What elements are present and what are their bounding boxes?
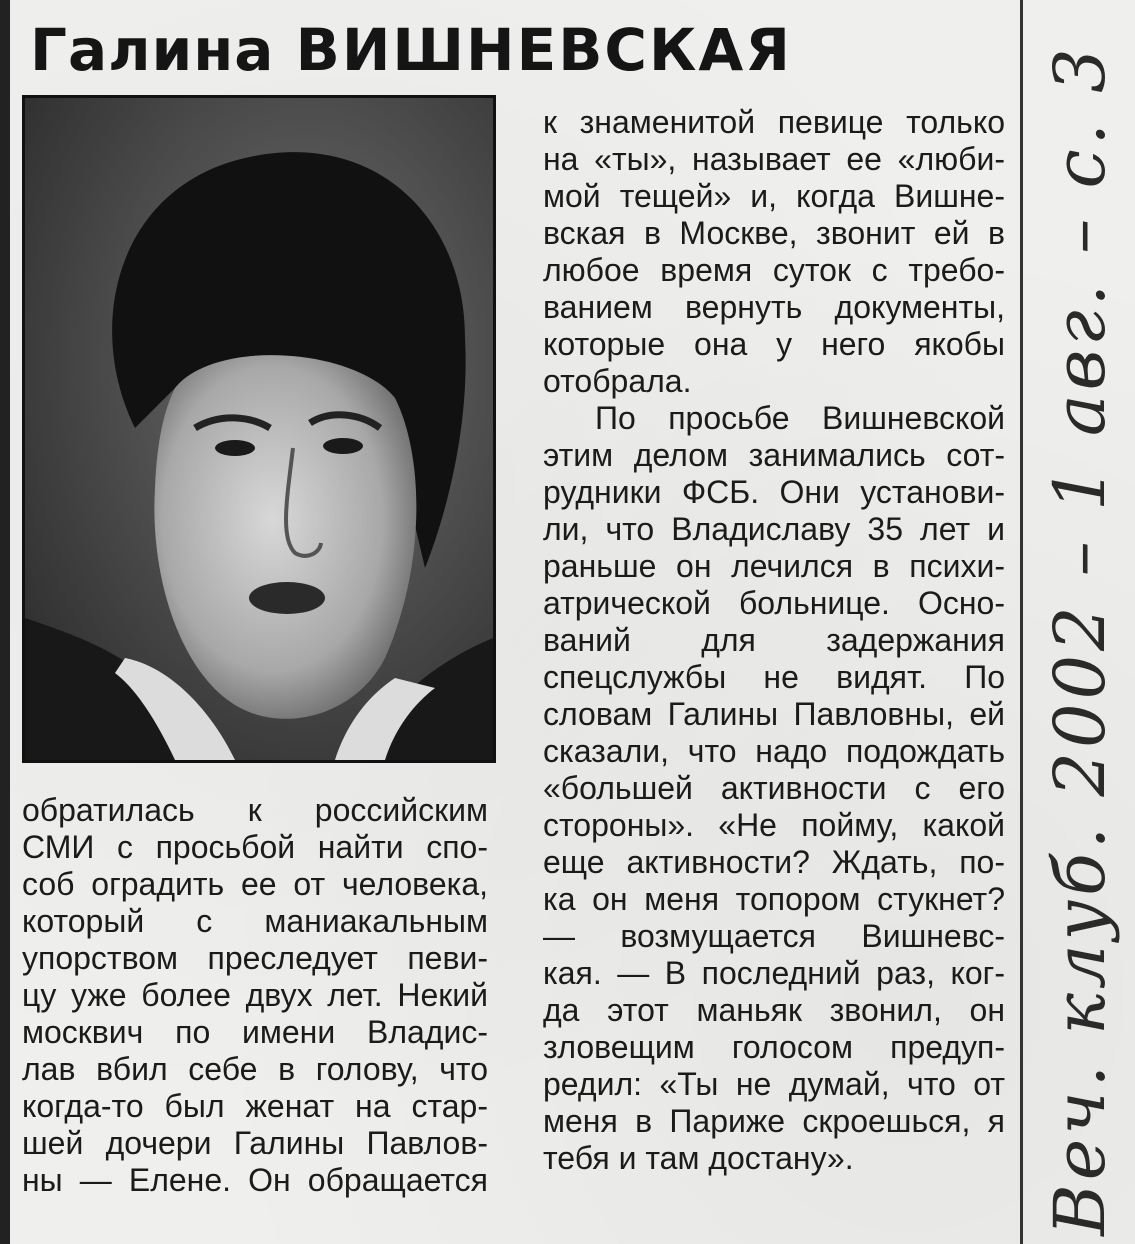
text-line: СМИ с просьбой найти спо- [22,829,488,865]
portrait-illustration [25,98,493,760]
text-line: стороны». «Не пойму, какой [543,807,1005,843]
text-line: атрической больнице. Осно- [543,585,1005,621]
text-line: ваний для задержания [543,622,1005,658]
article-column-right [543,104,1005,1177]
text-line: ка он меня топором стукнет? [543,881,1005,917]
headline [30,10,792,90]
text-line: которые она у него якобы [543,326,1005,362]
text-line: когда-то был женат на стар- [22,1088,488,1124]
text-line: — возмущается Вишневс- [543,918,1005,954]
text-line: спецслужбы не видят. По [543,659,1005,695]
headline-last-name: ВИШНЕВСКАЯ [295,16,792,84]
text-line: раньше он лечился в психи- [543,548,1005,584]
text-line: рудники ФСБ. Они установи- [543,474,1005,510]
text-line: ли, что Владиславу 35 лет и [543,511,1005,547]
text-line: словам Галины Павловны, ей [543,696,1005,732]
handwritten-source-note [1032,44,1128,1236]
text-line: ны — Елене. Он обращается [22,1162,488,1198]
text-line: соб оградить ее от человека, [22,866,488,902]
text-line: ванием вернуть документы, [543,289,1005,325]
text-line: мой тещей» и, когда Вишне- [543,178,1005,214]
text-line: кая. — В последний раз, ког- [543,955,1005,991]
left-border-bar [0,0,10,1244]
text-line: меня в Париже скроешься, я [543,1103,1005,1139]
text-line: этим делом занимались сот- [543,437,1005,473]
text-line: обратилась к российским [22,792,488,828]
text-line: да этот маньяк звонил, он [543,992,1005,1028]
text-line: еще активности? Ждать, по- [543,844,1005,880]
text-line: упорством преследует певи- [22,940,488,976]
column-rule [1020,0,1023,1244]
text-line: цу уже более двух лет. Некий [22,977,488,1013]
text-line: лав вбил себе в голову, что [22,1051,488,1087]
text-line: редил: «Ты не думай, что от [543,1066,1005,1102]
handwritten-note-text: Веч. клуб. 2002 – 1 авг. – с. 3 [1039,44,1121,1236]
text-line: вская в Москве, звонит ей в [543,215,1005,251]
portrait-photo [22,95,496,763]
text-line: По просьбе Вишневской [595,400,1005,436]
headline-first-name: Галина [30,16,275,84]
text-line: к знаменитой певице только [543,104,1005,140]
article-column-left [22,792,488,1199]
text-line: москвич по имени Владис- [22,1014,488,1050]
text-line: шей дочери Галины Павлов- [22,1125,488,1161]
text-line: «большей активности с его [543,770,1005,806]
text-line: тебя и там достану». [543,1140,854,1176]
text-line: который с маниакальным [22,903,488,939]
text-line: любое время суток с требо- [543,252,1005,288]
text-line: сказали, что надо подождать [543,733,1005,769]
text-line: отобрала. [543,363,692,399]
text-line: зловещим голосом предуп- [543,1029,1005,1065]
text-line: на «ты», называет ее «люби- [543,141,1005,177]
